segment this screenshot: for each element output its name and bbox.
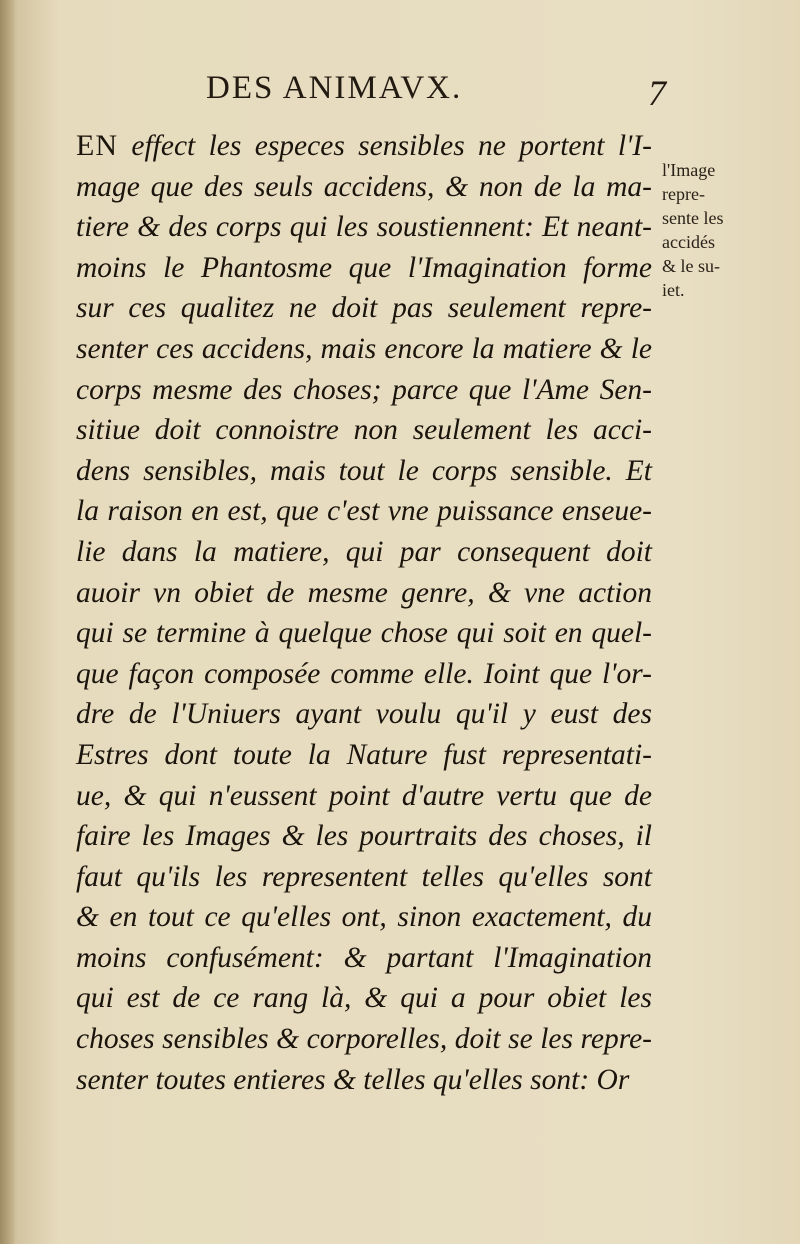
text-line: corps mesme des choses; parce que l'Ame Sen- bbox=[76, 373, 652, 406]
text-line: que façon composée comme elle. Ioint que l'or- bbox=[76, 657, 652, 690]
text-line: qui se termine à quelque chose qui soit en quel- bbox=[76, 617, 652, 650]
running-title: DES ANIMAVX. bbox=[206, 70, 463, 106]
text-line: Estres dont toute la Nature fust representati- bbox=[76, 738, 652, 771]
marginal-note-line: iet. bbox=[662, 280, 685, 300]
page-number: 7 bbox=[648, 73, 666, 113]
marginal-note bbox=[662, 158, 788, 302]
main-paragraph bbox=[76, 126, 652, 1100]
text-line: & en tout ce qu'elles ont, sinon exactement, du bbox=[76, 901, 652, 934]
text-line: dre de l'Uniuers ayant voulu qu'il y eust des bbox=[76, 698, 652, 731]
text-line bbox=[76, 126, 652, 167]
text-line: la raison en est, que c'est vne puissance enseue- bbox=[76, 495, 652, 528]
text-line: choses sensibles & corporelles, doit se les repre- bbox=[76, 1023, 652, 1056]
text-line: mage que des seuls accidens, & non de la ma- bbox=[76, 170, 652, 203]
text-line: faire les Images & les pourtraits des choses, il bbox=[76, 820, 652, 853]
text-line: sitiue doit connoistre non seulement les acci- bbox=[76, 414, 652, 447]
marginal-note-line: l'Image bbox=[662, 160, 716, 180]
marginal-note-line: repre- bbox=[662, 184, 705, 204]
text-line: ue, & qui n'eussent point d'autre vertu que de bbox=[76, 779, 652, 812]
marginal-note-line: & le su- bbox=[662, 256, 720, 276]
text-line: senter ces accidens, mais encore la matiere & le bbox=[76, 332, 652, 365]
binding-gutter bbox=[0, 0, 14, 1244]
text-line: lie dans la matiere, qui par consequent doit bbox=[76, 535, 652, 568]
text-line: qui est de ce rang là, & qui a pour obiet les bbox=[76, 982, 652, 1015]
text-line: auoir vn obiet de mesme genre, & vne action bbox=[76, 576, 652, 609]
text-line: dens sensibles, mais tout le corps sensible. Et bbox=[76, 454, 652, 487]
text-line: sur ces qualitez ne doit pas seulement repre- bbox=[76, 292, 652, 325]
first-line-text: effect les especes sensibles ne portent l'I- bbox=[118, 130, 652, 162]
marginal-note-line: sente les bbox=[662, 208, 724, 228]
text-line: senter toutes entieres & telles qu'elles sont: Or bbox=[76, 1063, 630, 1096]
marginal-note-line: accidés bbox=[662, 232, 715, 252]
text-line: faut qu'ils les representent telles qu'elles sont bbox=[76, 860, 652, 893]
text-line: tiere & des corps qui les soustiennent: Et neant- bbox=[76, 211, 652, 244]
text-line: moins le Phantosme que l'Imagination forme bbox=[76, 251, 652, 284]
drop-capital: EN bbox=[76, 129, 118, 162]
text-line: moins confusément: & partant l'Imagination bbox=[76, 941, 652, 974]
